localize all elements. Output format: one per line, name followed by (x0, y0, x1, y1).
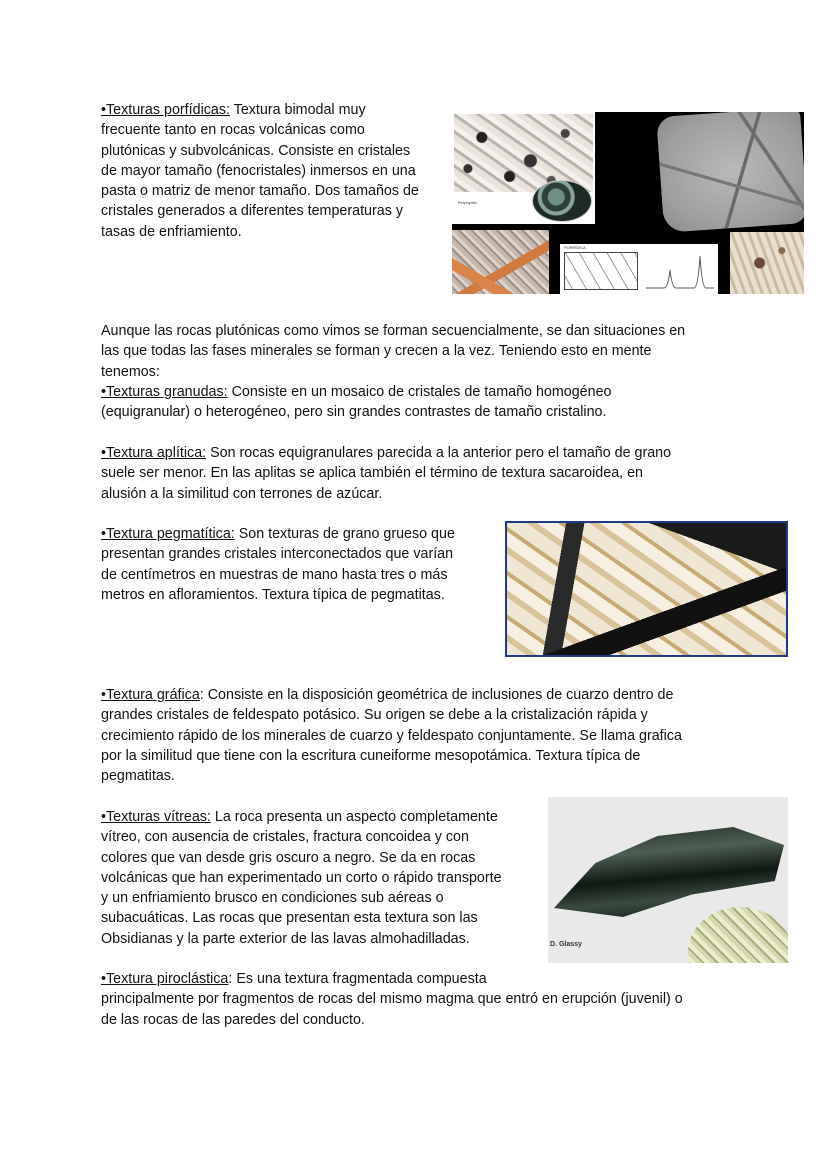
pegmatite-rock-image (505, 521, 788, 657)
obsidian-photo (554, 827, 784, 917)
text-line: de las rocas de las paredes del conducto. (101, 1011, 365, 1028)
pink-granite-photo (452, 230, 549, 294)
text-line: Aunque las rocas plutónicas como vimos se forman secuencialmente, se dan situaciones en (101, 323, 686, 339)
text-line: de centímetros en muestras de mano hasta tres o más (101, 566, 448, 583)
glassy-label: D. Glassy (550, 941, 582, 948)
grey-porphyry-photo (656, 112, 804, 233)
bimodal-curve-icon (644, 250, 716, 290)
section-porfidicas (101, 100, 446, 242)
porphyritic-rock-image (452, 112, 804, 294)
text-line: Son texturas de grano grueso que (234, 526, 455, 542)
microscope-photo (730, 232, 804, 294)
section-grafica (101, 685, 741, 786)
text-line: crecimiento rápido de los minerales de cuarzo y feldespato conjuntamente. Se llama grafica (101, 727, 682, 744)
text-line: : Es una textura fragmentada compuesta (228, 971, 487, 987)
thin-section-photo (532, 180, 592, 222)
intro-paragraph (101, 321, 741, 422)
heading-grafica: •Textura gráfica (101, 687, 200, 703)
text-line: y un enfriamiento brusco en condiciones sub aéreas o (101, 890, 444, 907)
section-aplitica (101, 443, 741, 504)
text-line: La roca presenta un aspecto completamente (210, 809, 498, 825)
heading-piroclastica: •Textura piroclástica (101, 971, 229, 987)
text-line: frecuente tanto en rocas volcánicas como (101, 122, 365, 139)
text-line: subacuáticas. Las rocas que presentan esta textura son las (101, 910, 478, 927)
section-pegmatitica (101, 524, 496, 605)
heading-vitreas: •Texturas vítreas: (101, 809, 211, 825)
text-line: pasta o matriz de menor tamaño. Dos tamaños de (101, 183, 419, 200)
heading-aplitica: •Textura aplítica: (101, 445, 207, 461)
text-line: suele ser menor. En las aplitas se aplica también el término de textura sacaroidea, en (101, 465, 643, 482)
porphyritic-label: Porphyritic (458, 200, 477, 205)
text-line: (equigranular) o heterogéneo, pero sin grandes contrastes de tamaño cristalino. (101, 404, 607, 421)
text-line: principalmente por fragmentos de rocas del mismo magma que entró en erupción (juvenil) o (101, 991, 683, 1008)
text-line: alusión a la similitud con terrones de azúcar. (101, 485, 383, 502)
text-line: metros en afloramientos. Textura típica de pegmatitas. (101, 586, 445, 603)
text-line: pegmatitas. (101, 768, 175, 785)
text-line: Consiste en un mosaico de cristales de tamaño homogéneo (227, 383, 612, 400)
text-line: cristales generados a diferentes temperaturas y (101, 203, 403, 220)
text-line: Textura bimodal muy (229, 102, 366, 118)
section-vitreas (101, 807, 541, 949)
text-line: volcánicas que han experimentado un corto o rápido transporte (101, 869, 502, 886)
thin-section-photo (688, 907, 788, 963)
text-line: Son rocas equigranulares parecida a la anterior pero el tamaño de grano (206, 445, 672, 461)
porphyritic-diagram (560, 244, 718, 294)
heading-granudas: •Texturas granudas: (101, 383, 228, 400)
text-line: Obsidianas y la parte exterior de las lavas almohadilladas. (101, 930, 470, 947)
text-line: tasas de enfriamiento. (101, 223, 242, 240)
text-line: plutónicas y subvolcánicas. Consiste en cristales (101, 142, 411, 159)
heading-porfidicas: •Texturas porfídicas: (101, 102, 230, 118)
text-line: vítreo, con ausencia de cristales, fractura concoidea y con (101, 829, 469, 846)
text-line: : Consiste en la disposición geométrica de inclusiones de cuarzo dentro de (199, 687, 674, 703)
diagram-label: PORFÍDICA (564, 245, 586, 250)
text-line: colores que van desde gris oscuro a negro. Se da en rocas (101, 849, 476, 866)
text-line: grandes cristales de feldespato potásico. Su origen se debe a la cristalización rápida y (101, 707, 648, 724)
text-line: tenemos: (101, 363, 160, 380)
text-line: de mayor tamaño (fenocristales) inmersos en una (101, 162, 416, 179)
text-line: por la similitud que tiene con la escritura cuneiforme mesopotámica. Textura típica de (101, 747, 641, 764)
heading-pegmatitica: •Textura pegmatítica: (101, 526, 235, 542)
obsidian-rock-image (548, 797, 788, 963)
text-line: las que todas las fases minerales se forman y crecen a la vez. Teniendo esto en mente (101, 343, 652, 360)
text-line: presentan grandes cristales interconectados que varían (101, 546, 454, 563)
section-piroclastica (101, 969, 741, 1030)
